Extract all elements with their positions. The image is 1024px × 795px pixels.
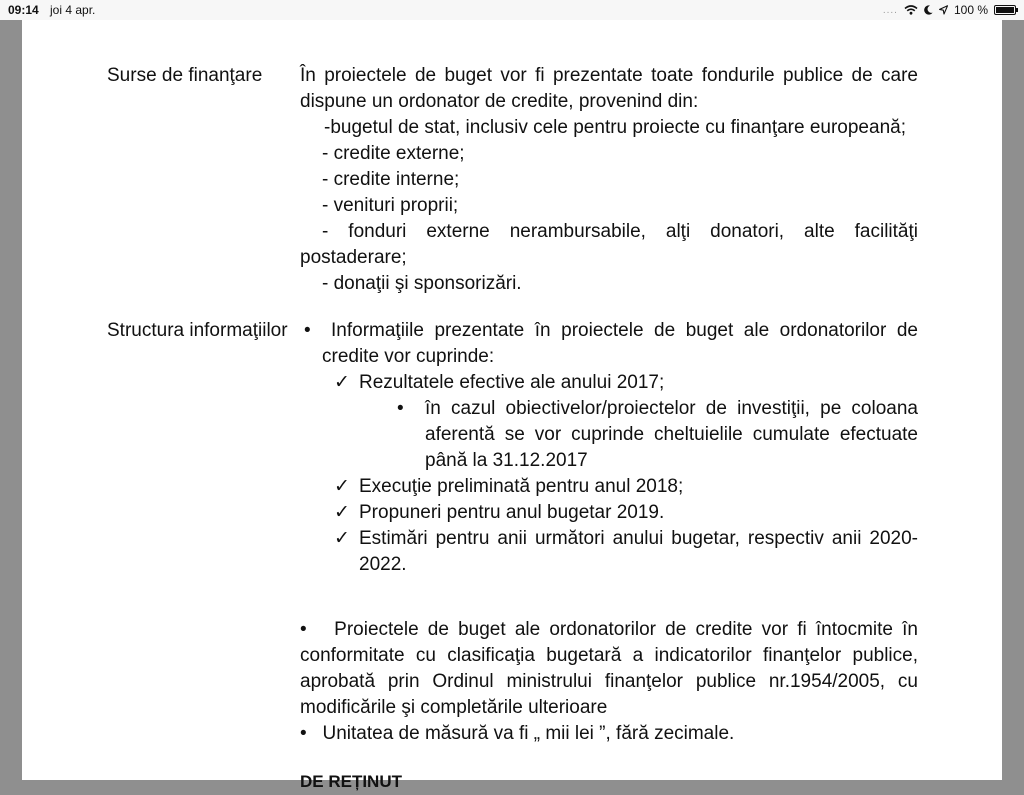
surse-list-item: -bugetul de stat, inclusiv cele pentru proiecte cu finanţare europeană; — [324, 117, 906, 138]
checkmark-icon: ✓ — [334, 476, 350, 497]
signal-icon: .... — [882, 4, 898, 16]
section-label-structura: Structura informaţiilor — [107, 320, 288, 341]
general-point-line — [300, 617, 918, 643]
check-item-text: Rezultatele efective ale anului 2017; — [359, 372, 665, 393]
status-date: joi 4 apr. — [50, 3, 96, 17]
check-item-text: 2022. — [359, 554, 407, 575]
surse-list-item: - venituri proprii; — [322, 195, 459, 216]
sub-bullet-line: până la 31.12.2017 — [425, 450, 588, 471]
section-body-surse — [300, 63, 918, 297]
check-item — [300, 500, 918, 526]
check-item-text: Estimări pentru anii următori anului bugetar, respectiv anii 2020- — [359, 528, 918, 549]
checkmark-icon: ✓ — [334, 528, 350, 549]
retinut-heading: DE REȚINUT — [300, 772, 402, 791]
status-time: 09:14 — [8, 3, 39, 17]
battery-icon — [994, 5, 1016, 15]
battery-percent: 100 % — [953, 3, 988, 17]
general-point-line: aprobată prin Ordinul ministrului finanţelor publice nr.1954/2005, cu — [300, 671, 918, 692]
sub-bullet-line: în cazul obiectivelor/proiectelor de investiţii, pe coloana — [425, 398, 918, 419]
check-item-text: Propuneri pentru anul bugetar 2019. — [359, 502, 665, 523]
general-point — [300, 721, 918, 747]
location-arrow-icon — [939, 5, 948, 15]
bullet-icon: • — [304, 320, 311, 341]
check-item-text: Execuţie preliminată pentru anul 2018; — [359, 476, 684, 497]
general-point-line: modificările şi completările ulterioare — [300, 697, 608, 718]
checkmark-icon: ✓ — [334, 502, 350, 523]
section-body-general — [300, 617, 918, 795]
check-item — [300, 474, 918, 500]
document-page — [22, 20, 1002, 791]
bullet-icon: • — [300, 619, 307, 640]
bullet-icon: • — [397, 398, 404, 419]
wifi-icon — [904, 5, 918, 15]
general-point-line — [300, 721, 918, 747]
general-point-text: Proiectele de buget ale ordonatorilor de credite vor fi întocmite în — [334, 619, 918, 640]
moon-icon — [924, 5, 933, 15]
section-label-surse: Surse de finanţare — [107, 65, 263, 86]
section-body-structura — [300, 318, 918, 578]
general-point-text: Unitatea de măsură va fi „ mii lei ”, fără zecimale. — [322, 723, 735, 744]
surse-intro-line: dispune un ordonator de credite, provenind din: — [300, 91, 699, 112]
structura-point-line: Informaţiile prezentate în proiectele de buget ale ordonatorilor de — [331, 320, 918, 341]
status-bar — [0, 0, 1024, 20]
sub-bullet-line: aferentă se vor cuprinde cheltuielile cumulate efectuate — [425, 424, 918, 445]
checkmark-icon: ✓ — [334, 372, 350, 393]
structura-point-line: credite vor cuprinde: — [322, 346, 495, 367]
bullet-icon: • — [300, 723, 307, 744]
structura-point — [300, 318, 918, 370]
general-point — [300, 617, 918, 721]
surse-intro-line: În proiectele de buget vor fi prezentate toate fondurile publice de care — [300, 65, 918, 86]
surse-list-item: - credite externe; — [322, 143, 465, 164]
surse-list-item-continued: postaderare; — [300, 247, 407, 268]
sub-bullet-item — [300, 396, 918, 474]
check-item — [300, 526, 918, 578]
surse-list-item: - credite interne; — [322, 169, 460, 190]
surse-list-item: - fonduri externe nerambursabile, alţi donatori, alte facilităţi — [322, 221, 918, 242]
general-point-line: conformitate cu clasificaţia bugetară a indicatorilor finanţelor publice, — [300, 645, 918, 666]
check-item — [300, 370, 918, 396]
status-right — [883, 3, 1016, 17]
surse-list-item: - donaţii şi sponsorizări. — [322, 273, 522, 294]
